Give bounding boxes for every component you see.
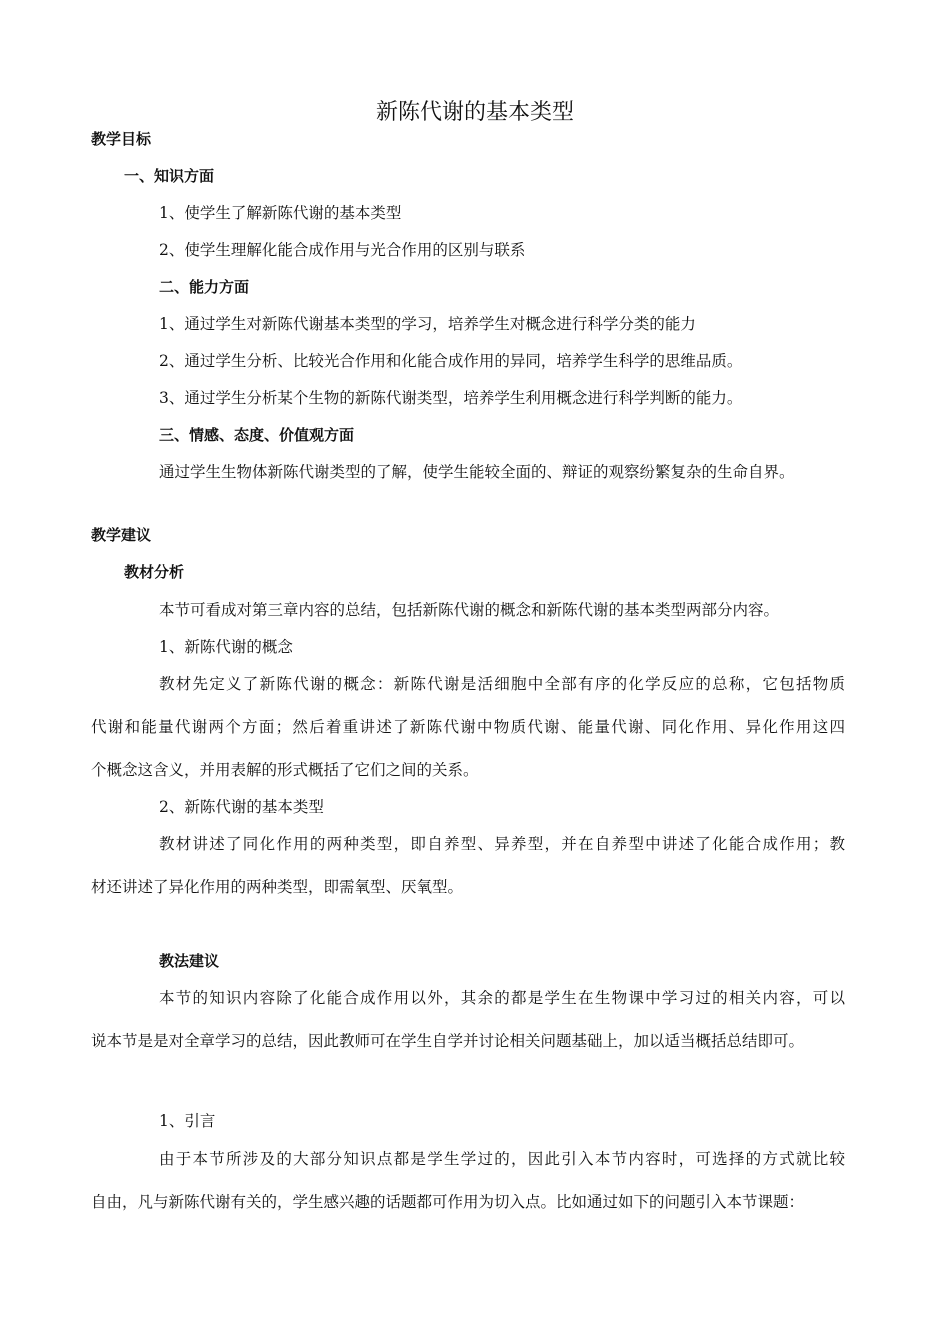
section-heading-goals: 教学目标 [91, 130, 152, 148]
subheading-method: 教法建议 [159, 952, 220, 970]
paragraph-line: 说本节是是对全章学习的总结，因此教师可在学生自学并讨论相关问题基础上，加以适当概括总结即可。 [91, 1032, 805, 1050]
paragraph-line: 教材先定义了新陈代谢的概念：新陈代谢是活细胞中全部有序的化学反应的总称，它包括物质 [159, 675, 845, 693]
paragraph-line: 代谢和能量代谢两个方面；然后着重讲述了新陈代谢中物质代谢、能量代谢、同化作用、异化作用这四 [91, 718, 845, 736]
subheading-ability: 二、能力方面 [159, 278, 250, 296]
sub-item: 2、新陈代谢的基本类型 [159, 798, 324, 816]
document-title: 新陈代谢的基本类型 [375, 100, 574, 125]
paragraph: 通过学生生物体新陈代谢类型的了解，使学生能较全面的、辩证的观察纷繁复杂的生命自界。 [159, 463, 795, 481]
subheading-knowledge: 一、知识方面 [124, 167, 215, 185]
list-item: 2、通过学生分析、比较光合作用和化能合成作用的异同，培养学生科学的思维品质。 [159, 352, 743, 370]
paragraph-line: 自由，凡与新陈代谢有关的，学生感兴趣的话题都可作用为切入点。比如通过如下的问题引入本节课题： [91, 1193, 805, 1211]
subheading-material: 教材分析 [124, 563, 185, 581]
paragraph-line: 由于本节所涉及的大部分知识点都是学生学过的，因此引入本节内容时，可选择的方式就比较 [159, 1150, 845, 1168]
sub-item: 1、新陈代谢的概念 [159, 638, 293, 656]
paragraph-line: 材还讲述了异化作用的两种类型，即需氧型、厌氧型。 [91, 878, 464, 896]
paragraph-line: 教材讲述了同化作用的两种类型，即自养型、异养型，并在自养型中讲述了化能合成作用；教 [159, 835, 845, 853]
paragraph-line: 个概念这含义，并用表解的形式概括了它们之间的关系。 [91, 761, 479, 779]
subheading-emotion: 三、情感、态度、价值观方面 [159, 426, 355, 444]
list-item: 2、使学生理解化能合成作用与光合作用的区别与联系 [159, 241, 526, 259]
list-item: 3、通过学生分析某个生物的新陈代谢类型，培养学生利用概念进行科学判断的能力。 [159, 389, 743, 407]
list-item: 1、通过学生对新陈代谢基本类型的学习，培养学生对概念进行科学分类的能力 [159, 315, 696, 333]
sub-item: 1、引言 [159, 1112, 216, 1130]
list-item: 1、使学生了解新陈代谢的基本类型 [159, 204, 402, 222]
paragraph-line: 本节的知识内容除了化能合成作用以外，其余的都是学生在生物课中学习过的相关内容，可以 [159, 989, 845, 1007]
paragraph: 本节可看成对第三章内容的总结，包括新陈代谢的概念和新陈代谢的基本类型两部分内容。 [159, 601, 780, 619]
section-heading-suggestions: 教学建议 [91, 526, 152, 544]
